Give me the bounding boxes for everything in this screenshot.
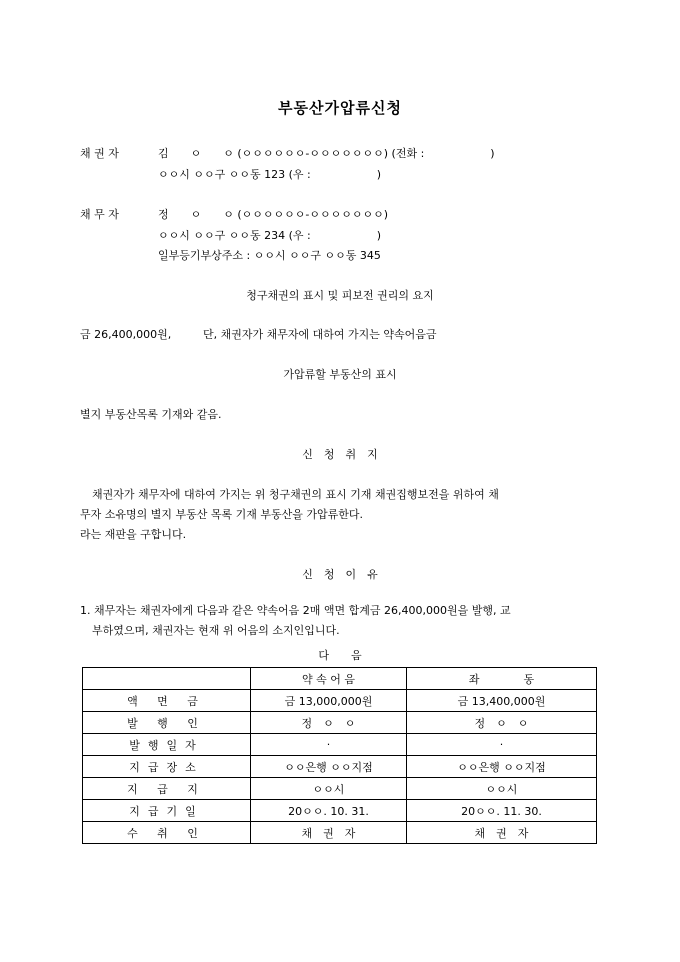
row-label: 수 취 인	[83, 822, 251, 844]
creditor-address: ㅇㅇ시 ㅇㅇ구 ㅇㅇ동 123 (우 : )	[158, 168, 382, 181]
creditor-label: 채 권 자	[80, 147, 119, 160]
purpose-line-1: 채권자가 채무자에 대하여 가지는 위 청구채권의 표시 기재 채권집행보전을 위하여 채	[92, 488, 499, 501]
table-header-cell	[83, 668, 251, 690]
debtor-label: 채 무 자	[80, 208, 119, 221]
purpose-paragraph	[80, 485, 605, 545]
table-row	[83, 822, 597, 844]
table-cell: ㅇㅇ은행 ㅇㅇ지점	[251, 756, 407, 778]
table-row	[83, 690, 597, 712]
reason-heading: 신 청 이 유	[302, 568, 378, 581]
table-header-cell: 좌 동	[407, 668, 597, 690]
debtor-registry-address: 일부등기부상주소 : ㅇㅇ시 ㅇㅇ구 ㅇㅇ동 345	[158, 249, 381, 262]
property-text: 별지 부동산목록 기재와 같음.	[80, 408, 222, 421]
table-cell: 채 권 자	[407, 822, 597, 844]
property-heading: 가압류할 부동산의 표시	[283, 368, 397, 381]
table-row	[83, 712, 597, 734]
table-cell: 20ㅇㅇ. 10. 31.	[251, 800, 407, 822]
claim-amount: 금 26,400,000원,	[80, 328, 172, 341]
table-row	[83, 800, 597, 822]
table-cell: 금 13,000,000원	[251, 690, 407, 712]
table-cell: ㅇㅇ시	[251, 778, 407, 800]
debtor-address: ㅇㅇ시 ㅇㅇ구 ㅇㅇ동 234 (우 : )	[158, 229, 382, 242]
table-cell: 채 권 자	[251, 822, 407, 844]
table-cell: ㅇㅇ은행 ㅇㅇ지점	[407, 756, 597, 778]
creditor-name-line: 김 ㅇ ㅇ (ㅇㅇㅇㅇㅇㅇ-ㅇㅇㅇㅇㅇㅇㅇ) (전화 : )	[158, 147, 495, 160]
table-cell: 20ㅇㅇ. 11. 30.	[407, 800, 597, 822]
row-label: 발 행 인	[83, 712, 251, 734]
promissory-note-table	[82, 667, 597, 844]
reason-line-1: 1. 채무자는 채권자에게 다음과 같은 약속어음 2매 액면 합계금 26,400,000원을 발행, 교	[80, 604, 511, 617]
row-label: 지급기일	[83, 800, 251, 822]
table-cell: ·	[407, 734, 597, 756]
row-label: 지 급 지	[83, 778, 251, 800]
table-row	[83, 778, 597, 800]
table-cell: ·	[251, 734, 407, 756]
reason-paragraph	[80, 601, 605, 641]
next-label: 다 음	[318, 649, 362, 662]
table-cell: ㅇㅇ시	[407, 778, 597, 800]
reason-line-2: 부하였으며, 채권자는 현재 위 어음의 소지인입니다.	[92, 624, 340, 637]
row-label: 발행일자	[83, 734, 251, 756]
claim-heading: 청구채권의 표시 및 피보전 권리의 요지	[246, 289, 434, 302]
table-header-row	[83, 668, 597, 690]
table-cell: 금 13,400,000원	[407, 690, 597, 712]
row-label: 액 면 금	[83, 690, 251, 712]
table-row	[83, 734, 597, 756]
purpose-heading: 신 청 취 지	[302, 448, 378, 461]
claim-description: 단, 채권자가 채무자에 대하여 가지는 약속어음금	[203, 328, 437, 341]
debtor-name-line: 정 ㅇ ㅇ (ㅇㅇㅇㅇㅇㅇ-ㅇㅇㅇㅇㅇㅇㅇ)	[158, 208, 389, 221]
table-row	[83, 756, 597, 778]
purpose-line-2: 무자 소유명의 별지 부동산 목록 기재 부동산을 가압류한다.	[80, 508, 363, 521]
row-label: 지급장소	[83, 756, 251, 778]
table-header-cell: 약 속 어 음	[251, 668, 407, 690]
document-title: 부동산가압류신청	[278, 99, 402, 117]
purpose-line-3: 라는 재판을 구합니다.	[80, 528, 187, 541]
table-cell: 정 ㅇ ㅇ	[407, 712, 597, 734]
table-cell: 정 ㅇ ㅇ	[251, 712, 407, 734]
